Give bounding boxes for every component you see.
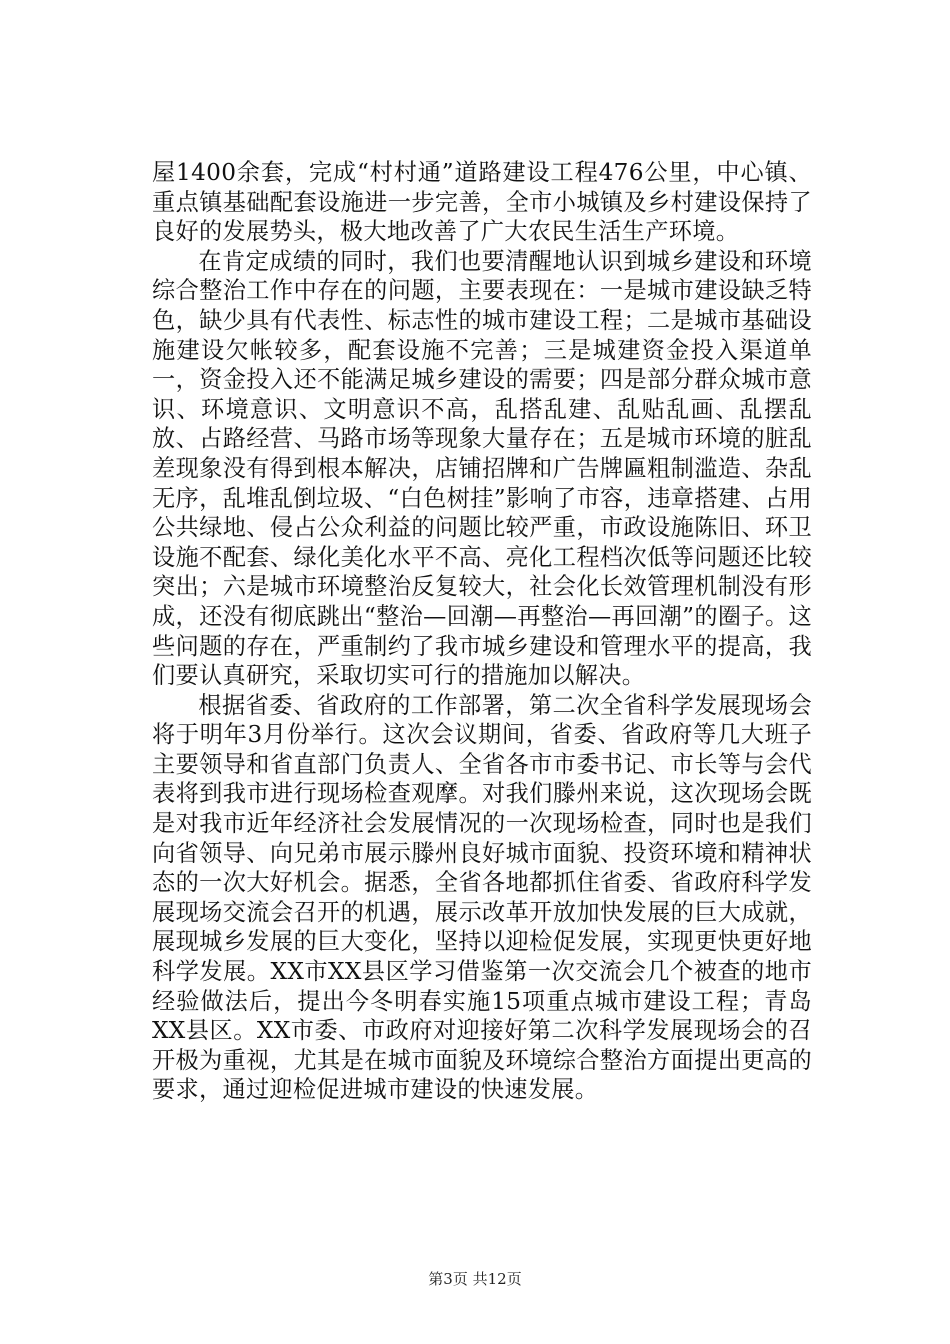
paragraph-continuation: 屋1400余套，完成“村村通”道路建设工程476公里，中心镇、重点镇基础配套设施进一步完善，全市小城镇及乡村建设保持了良好的发展势头，极大地改善了广大农民生活生产环境。 [152, 159, 812, 246]
paragraph-conference: 根据省委、省政府的工作部署，第二次全省科学发展现场会将于明年3月份举行。这次会议期间，省委、省政府等几大班子主要领导和省直部门负责人、全省各市市委书记、市长等与会代表将到我市进行现场检查观摩。对我们滕州来说，这次现场会既是对我市近年经济社会发展情况的一次现场检查，同时也是我们向省领导、向兄弟市展示滕州良好城市面貌、投资环境和精神状态的一次大好机会。据悉，全省各地都抓住省委、省政府科学发展现场交流会召开的机遇，展示改革开放加快发展的巨大成就，展现城乡发展的巨大变化，坚持以迎检促发展，实现更快更好地科学发展。XX市XX县区学习借鉴第一次交流会几个被查的地市经验做法后，提出今冬明春实施15项重点城市建设工程；青岛XX县区。XX市委、市政府对迎接好第二次科学发展现场会的召开极为重视，尤其是在城市面貌及环境综合整治方面提出更高的要求，通过迎检促进城市建设的快速发展。 [152, 691, 812, 1104]
document-body [152, 158, 812, 1105]
paragraph-problems: 在肯定成绩的同时，我们也要清醒地认识到城乡建设和环境综合整治工作中存在的问题，主要表现在：一是城市建设缺乏特色，缺少具有代表性、标志性的城市建设工程；二是城市基础设施建设欠帐较多，配套设施不完善；三是城建资金投入渠道单一，资金投入还不能满足城乡建设的需要；四是部分群众城市意识、环境意识、文明意识不高，乱搭乱建、乱贴乱画、乱摆乱放、占路经营、马路市场等现象大量存在；五是城市环境的脏乱差现象没有得到根本解决，店铺招牌和广告牌匾粗制滥造、杂乱无序，乱堆乱倒垃圾、“白色树挂”影响了市容，违章搭建、占用公共绿地、侵占公众利益的问题比较严重，市政设施陈旧、环卫设施不配套、绿化美化水平不高、亮化工程档次低等问题还比较突出；六是城市环境整治反复较大，社会化长效管理机制没有形成，还没有彻底跳出“整治—回潮—再整治—再回潮”的圈子。这些问题的存在，严重制约了我市城乡建设和管理水平的提高，我们要认真研究，采取切实可行的措施加以解决。 [152, 247, 812, 690]
page-footer: 第3页 共12页 [428, 1270, 522, 1288]
